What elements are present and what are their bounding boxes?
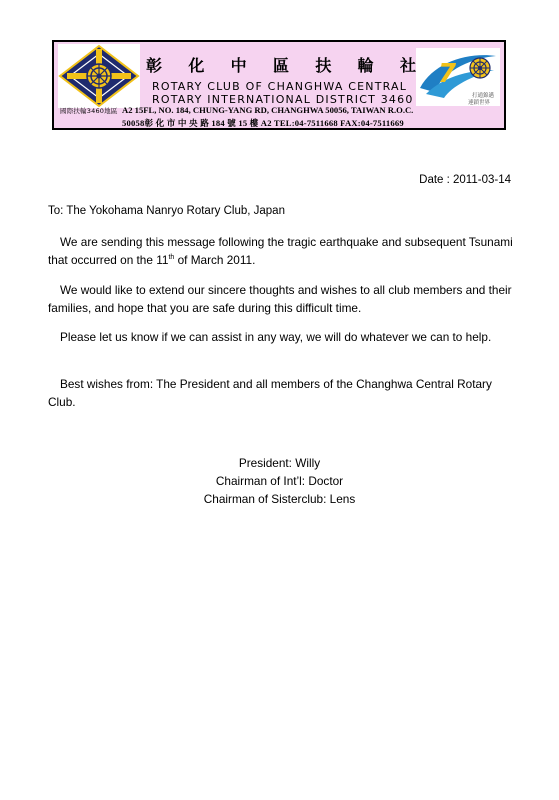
club-name-char: 扶 [315, 56, 332, 75]
address-english: A2 15FL, NO. 184, CHUNG-YANG RD, CHANGHWA 50056, TAIWAN R.O.C. [122, 105, 414, 115]
right-logo-caption: 連鎖世界 [467, 100, 490, 106]
paragraph-assistance: Please let us know if we can assist in any way, we will do whatever we can to help. [60, 330, 492, 344]
club-name-char: 輪 [357, 56, 374, 75]
letter-date: Date : 2011-03-14 [419, 174, 511, 186]
svg-text:7: 7 [438, 59, 457, 89]
district-name: ROTARY INTERNATIONAL DISTRICT 3460 [152, 93, 414, 106]
club-name-char: 社 [399, 56, 416, 75]
ordinal-suffix: th [168, 254, 175, 261]
paragraph-closing: Best wishes from: The President and all members of the Changhwa Central Rotary Club. [48, 377, 492, 409]
club-name-english: ROTARY CLUB OF CHANGHWA CENTRAL [152, 80, 408, 93]
paragraph-text: We are sending this message following the tragic earthquake and subsequent Tsunami that occurred on the 11 [48, 235, 513, 267]
signature-chairman-intl: Chairman of Int’l: Doctor [215, 474, 344, 488]
rotary-district-emblem-icon [58, 44, 140, 108]
recipient-line [48, 205, 285, 217]
left-logo-caption: 國際扶輪3460地區 [60, 107, 118, 115]
signature-block [0, 454, 559, 508]
club-name-char: 區 [272, 56, 289, 75]
club-name-chinese [146, 53, 416, 76]
right-logo-caption: 打通錦邁 [471, 93, 494, 99]
address-chinese: 50058彰 化 市 中 央 路 184 號 15 樓 A2 TEL:04-7511668 FAX:04-7511669 [122, 118, 404, 128]
recipient-country: Japan [253, 205, 285, 217]
paragraph-wishes: We would like to extend our sincere thoughts and wishes to all club members and their families, and hope that you are safe during this difficult time. [48, 283, 512, 315]
recipient-name: Yokohama Nanryo Rotary Club, [86, 205, 254, 217]
club-name-char: 中 [230, 56, 247, 75]
signature-president: President: Willy [238, 456, 321, 470]
club-name-char: 化 [188, 56, 205, 75]
letterhead [52, 40, 506, 130]
paragraph-text: of March 2011. [174, 253, 256, 267]
club-name-char: 彰 [146, 56, 163, 75]
paragraph-earthquake [48, 233, 513, 269]
signature-chairman-sisterclub: Chairman of Sisterclub: Lens [203, 492, 356, 506]
recipient-prefix: To: The [48, 205, 87, 217]
